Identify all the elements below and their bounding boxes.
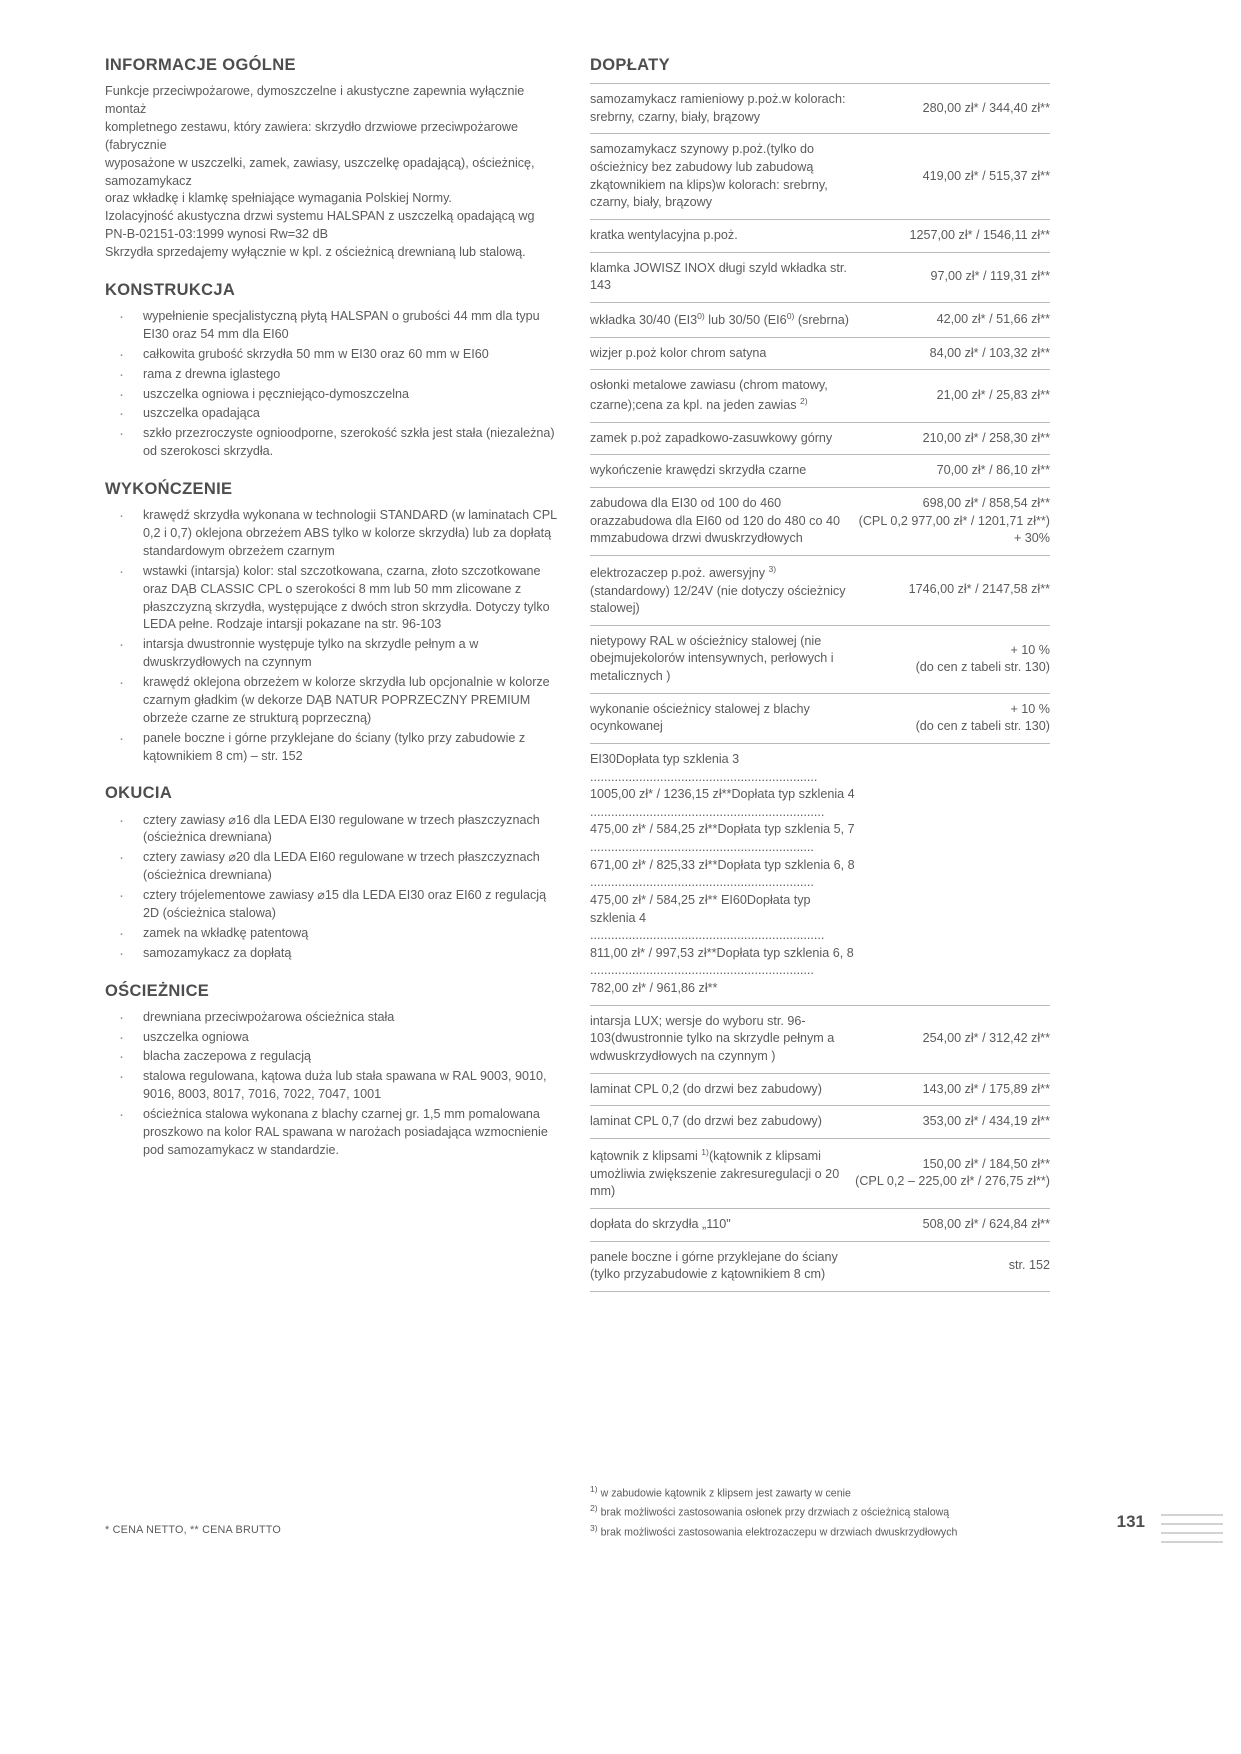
- description-line: klamka JOWISZ INOX długi szyld wkładka str. 143: [590, 260, 847, 293]
- table-row: [590, 487, 1050, 555]
- row-description: [590, 84, 855, 134]
- table-row: [590, 337, 1050, 370]
- description-line: regulacji o 20 mm): [590, 1166, 840, 1199]
- list-item: · panele boczne i górne przyklejane do ściany (tylko przy zabudowie z kątownikiem 8 cm) – str. 152: [105, 730, 560, 766]
- price-line: 1257,00 zł* / 1546,11 zł**: [909, 227, 1050, 242]
- description-line: Dopłata typ szklenia 4 ................................................................... 475,00 zł* / 584,25 zł**: [590, 787, 855, 837]
- description-line: (kątownik z klipsami umożliwia zwiększenie zakresu: [590, 1149, 821, 1181]
- price-line: + 10 %: [1010, 642, 1050, 657]
- row-price: [855, 252, 1050, 302]
- table-row: [590, 455, 1050, 488]
- intro-line: oraz wkładkę i klamkę spełniające wymagania Polskiej Normy.: [105, 191, 452, 206]
- description-line: dopłata do skrzydła „110": [590, 1216, 731, 1231]
- table-row: [590, 252, 1050, 302]
- row-description: [590, 1106, 855, 1139]
- price-line: 353,00 zł* / 434,19 zł**: [922, 1114, 1050, 1129]
- description-line: cena za kpl. na jeden zawias $^{2)}$: [635, 395, 808, 413]
- list-item: · uszczelka ogniowa i pęczniejąco-dymoszczelna: [105, 386, 560, 404]
- row-description: [590, 337, 855, 370]
- description-line: Dopłata typ szklenia 3 ................................................................. 1005,00 zł* / 1236,15 zł**: [590, 751, 818, 802]
- table-row: [590, 1138, 1050, 1208]
- intro-line: kompletnego zestawu, który zawiera: skrzydło drzwiowe przeciwpożarowe (fabrycznie: [105, 119, 518, 152]
- price-line: (CPL 0,2 977,00 zł* / 1201,71 zł**): [858, 513, 1050, 528]
- row-description: [590, 134, 855, 220]
- row-description: [590, 693, 855, 743]
- description-line: elektrozaczep p.poż. awersyjny $^{3)}$: [590, 563, 777, 580]
- list-item: · cztery zawiasy ⌀20 dla LEDA EI60 regulowane w trzech płaszczyznach (ościeżnica drewniana): [105, 849, 560, 885]
- list-item: · ościeżnica stalowa wykonana z blachy czarnej gr. 1,5 mm pomalowana proszkowo na kolor RAL spawana w narożach posiadająca wzmocnienie pod samozamykacz w standardzie.: [105, 1106, 560, 1160]
- price-line: (CPL 0,2 – 225,00 zł* / 276,75 zł**): [855, 1174, 1050, 1189]
- row-price: [855, 693, 1050, 743]
- intro-line: Izolacyjność akustyczna drzwi systemu HALSPAN z uszczelką opadającą wg: [105, 209, 535, 224]
- intro-paragraph: [105, 83, 560, 262]
- description-line: Dopłata typ szklenia 4 ................................................................... 811,00 zł* / 997,53 zł**: [590, 892, 825, 960]
- price-line: 70,00 zł* / 86,10 zł**: [936, 463, 1050, 478]
- price-line: 508,00 zł* / 624,84 zł**: [922, 1216, 1050, 1231]
- hardware-list: [105, 812, 560, 963]
- row-price: [855, 1005, 1050, 1073]
- table-row: [590, 422, 1050, 455]
- description-line: osłonki metalowe zawiasu (chrom matowy, czarne);: [590, 378, 828, 413]
- description-line: zabudowa dla EI60 od 120 do 480 co 40 mm: [590, 513, 840, 546]
- row-description: [590, 302, 855, 337]
- description-line: EI30: [590, 751, 616, 766]
- list-item: · uszczelka opadająca: [105, 405, 560, 423]
- price-line: 419,00 zł* / 515,37 zł**: [922, 168, 1050, 183]
- list-item: · samozamykacz za dopłatą: [105, 945, 560, 963]
- table-row: [590, 555, 1050, 625]
- description-line: EI60: [720, 892, 747, 907]
- table-row: [590, 743, 1050, 1005]
- list-item: · całkowita grubość skrzydła 50 mm w EI30 oraz 60 mm w EI60: [105, 346, 560, 364]
- footnote: $^{3)}$ brak możliwości zastosowania elektrozaczepu w drzwiach dwuskrzydłowych: [590, 1522, 958, 1539]
- price-line: (do cen z tabeli str. 130): [915, 719, 1050, 734]
- description-line: laminat CPL 0,7 (do drzwi bez zabudowy): [590, 1114, 822, 1129]
- price-line: 698,00 zł* / 858,54 zł**: [922, 495, 1050, 510]
- price-line: + 10 %: [1010, 701, 1050, 716]
- table-row: [590, 134, 1050, 220]
- list-item: · stalowa regulowana, kątowa duża lub stała spawana w RAL 9003, 9010, 9016, 8003, 8017, 7016, 7022, 7047, 1001: [105, 1068, 560, 1104]
- table-row: [590, 693, 1050, 743]
- description-line: wykonanie ościeżnicy stalowej z blachy ocynkowanej: [590, 701, 810, 734]
- list-item: · intarsja dwustronnie występuje tylko na skrzydle pełnym a w dwuskrzydłowych na czynnym: [105, 636, 560, 672]
- price-line: + 30%: [1013, 531, 1050, 546]
- description-line: zabudowie z kątownikiem 8 cm): [647, 1267, 826, 1282]
- row-price: [855, 487, 1050, 555]
- list-item: · drewniana przeciwpożarowa ościeżnica stała: [105, 1009, 560, 1027]
- row-description: [590, 743, 855, 1005]
- description-line: nietypowy RAL w ościeżnicy stalowej (nie obejmuje: [590, 633, 822, 666]
- list-item: · zamek na wkładkę patentową: [105, 925, 560, 943]
- price-line: 150,00 zł* / 184,50 zł**: [922, 1156, 1050, 1171]
- list-item: · wypełnienie specjalistyczną płytą HALSPAN o grubości 44 mm dla typu EI30 oraz 54 mm dla EI60: [105, 308, 560, 344]
- row-price: [855, 555, 1050, 625]
- section-title-hardware: OKUCIA: [105, 784, 173, 803]
- row-price: [855, 1208, 1050, 1241]
- footnote: $^{1)}$ w zabudowie kątownik z klipsem jest zawarty w cenie: [590, 1484, 851, 1500]
- row-price: [855, 1106, 1050, 1139]
- table-row: [590, 84, 1050, 134]
- row-description: [590, 625, 855, 693]
- description-line: intarsja LUX; wersje do wyboru str. 96-103: [590, 1013, 806, 1046]
- price-line: 143,00 zł* / 175,89 zł**: [922, 1081, 1050, 1096]
- description-line: samozamykacz ramieniowy p.poż.: [590, 92, 782, 107]
- list-item: · rama z drewna iglastego: [105, 366, 560, 384]
- row-price: [855, 370, 1050, 422]
- price-line: 280,00 zł* / 344,40 zł**: [922, 100, 1050, 115]
- row-price: [855, 302, 1050, 337]
- section-title-surcharges: DOPŁATY: [590, 56, 670, 74]
- price-line: 254,00 zł* / 312,42 zł**: [922, 1031, 1050, 1046]
- table-row: [590, 370, 1050, 422]
- list-item: · szkło przezroczyste ognioodporne, szerokość szkła jest stała (niezależna) od szerokosci skrzydła.: [105, 425, 560, 461]
- price-note: * CENA NETTO, ** CENA BRUTTO: [105, 1524, 282, 1536]
- row-description: [590, 252, 855, 302]
- section-title-finish: WYKOŃCZENIE: [105, 480, 233, 499]
- table-row: [590, 302, 1050, 337]
- table-row: [590, 1073, 1050, 1106]
- row-price: [855, 1241, 1050, 1291]
- row-price: [855, 219, 1050, 252]
- description-line: w kolorach: srebrny, czarny, biały, brązowy: [590, 92, 846, 124]
- row-description: [590, 487, 855, 555]
- description-line: zabudowa drzwi dwuskrzydłowych: [610, 531, 803, 546]
- description-line: dwuskrzydłowych na czynnym ): [599, 1048, 776, 1063]
- section-title-general: INFORMACJE OGÓLNE: [105, 56, 296, 74]
- table-row: [590, 625, 1050, 693]
- row-description: [590, 370, 855, 422]
- row-description: [590, 1005, 855, 1073]
- price-line: 1746,00 zł* / 2147,58 zł**: [908, 582, 1050, 597]
- list-item: · krawędź skrzydła wykonana w technologii STANDARD (w laminatach CPL 0,2 i 0,7) oklejona obrzeżem ABS tylko w kolorze skrzydła) lub za dopłatą standardowym obrzeżem czarnym: [105, 507, 560, 561]
- row-price: [855, 743, 1050, 1005]
- description-line: Dopłata typ szklenia 5, 7 ................................................................ 671,00 zł* / 825,33 zł**: [590, 822, 855, 872]
- description-line: (dwustronnie tylko na skrzydle pełnym a w: [590, 1031, 835, 1063]
- table-row: [590, 1241, 1050, 1291]
- price-line: 84,00 zł* / 103,32 zł**: [929, 345, 1050, 360]
- table-row: [590, 1208, 1050, 1241]
- description-line: kątownikiem na klips): [596, 177, 716, 192]
- description-line: Dopłata typ szklenia 6, 8 ................................................................ 475,00 zł* / 584,25 zł**: [590, 857, 855, 907]
- left-column: [105, 56, 560, 1162]
- description-line: (tylko do ościeżnicy bez zabudowy lub zabudową z: [590, 142, 814, 192]
- description-line: zabudowa dla EI30 od 100 do 460 oraz: [590, 495, 782, 528]
- description-line: panele boczne i górne przyklejane do ściany (tylko przy: [590, 1249, 838, 1282]
- row-description: [590, 1208, 855, 1241]
- row-price: [855, 134, 1050, 220]
- row-description: [590, 455, 855, 488]
- right-column: [590, 56, 1050, 1292]
- list-item: · krawędź oklejona obrzeżem w kolorze skrzydła lub opcjonalnie w kolorze czarnym gładkim (w dekorze DĄB NATUR POPRZECZNY PREMIUM obrzeże czarne ze strukturą poprzeczną): [105, 674, 560, 728]
- description-line: (standardowy) 12/24V (nie dotyczy ościeżnicy stalowej): [590, 583, 846, 616]
- corner-decoration: [1161, 1514, 1223, 1550]
- price-line: str. 152: [1008, 1258, 1050, 1273]
- row-description: [590, 219, 855, 252]
- description-line: wizjer p.poż kolor chrom satyna: [590, 345, 767, 360]
- row-price: [855, 337, 1050, 370]
- list-item: · uszczelka ogniowa: [105, 1029, 560, 1047]
- description-line: Dopłata typ szklenia 6, 8 ................................................................ 782,00 zł* / 961,86 zł**: [590, 945, 854, 996]
- construction-list: [105, 308, 560, 461]
- description-line: wkładka 30/40 (EI3$^{0)}$ lub 30/50 (EI6$^{0)}$ (srebrna): [590, 310, 849, 327]
- list-item: · blacha zaczepowa z regulacją: [105, 1048, 560, 1066]
- table-row: [590, 1005, 1050, 1073]
- row-price: [855, 1073, 1050, 1106]
- section-title-frames: OŚCIEŻNICE: [105, 981, 210, 1000]
- surcharges-table: [590, 83, 1050, 1292]
- price-line: (do cen z tabeli str. 130): [915, 660, 1050, 675]
- footnotes: [590, 1483, 1060, 1541]
- intro-line: PN-B-02151-03:1999 wynosi Rw=32 dB: [105, 227, 328, 242]
- list-item: · wstawki (intarsja) kolor: stal szczotkowana, czarna, złoto szczotkowane oraz DĄB CLASSIC CPL o szerokości 8 mm lub 50 mm zlicowane z płaszczyzną skrzydła, występujące z dwóch stron skrzydła. Dotyczy tylko LEDA pełne. Rodzaje intarsji pokazane na str. 96-103: [105, 563, 560, 635]
- table-row: [590, 1106, 1050, 1139]
- row-price: [855, 422, 1050, 455]
- row-description: [590, 1073, 855, 1106]
- description-line: kratka wentylacyjna p.poż.: [590, 227, 738, 242]
- row-price: [855, 1138, 1050, 1208]
- intro-line: Skrzydła sprzedajemy wyłącznie w kpl. z ościeżnicą drewnianą lub stalową.: [105, 245, 526, 260]
- row-price: [855, 455, 1050, 488]
- row-description: [590, 555, 855, 625]
- price-line: 210,00 zł* / 258,30 zł**: [922, 430, 1050, 445]
- price-line: 21,00 zł* / 25,83 zł**: [936, 388, 1050, 403]
- description-line: samozamykacz szynowy p.poż.: [590, 142, 767, 157]
- table-row: [590, 219, 1050, 252]
- description-line: wykończenie krawędzi skrzydła czarne: [590, 463, 807, 478]
- description-line: w kolorach: srebrny, czarny, biały, brązowy: [590, 177, 828, 210]
- description-line: kolorów intensywnych, perłowych i metalicznych ): [590, 651, 834, 684]
- frames-list: [105, 1009, 560, 1160]
- footnote: $^{2)}$ brak możliwości zastosowania osłonek przy drzwiach z ościeżnicą stalową: [590, 1503, 950, 1519]
- description-line: kątownik z klipsami $^{1)}$: [590, 1146, 709, 1164]
- row-price: [855, 625, 1050, 693]
- section-title-construction: KONSTRUKCJA: [105, 280, 236, 299]
- row-price: [855, 84, 1050, 134]
- row-description: [590, 422, 855, 455]
- row-description: [590, 1138, 855, 1208]
- description-line: zamek p.poż zapadkowo-zasuwkowy górny: [590, 430, 833, 445]
- list-item: · cztery trójelementowe zawiasy ⌀15 dla LEDA EI30 oraz EI60 z regulacją 2D (ościeżnica stalowa): [105, 887, 560, 923]
- finish-list: [105, 507, 560, 765]
- description-line: laminat CPL 0,2 (do drzwi bez zabudowy): [590, 1081, 822, 1096]
- price-line: 42,00 zł* / 51,66 zł**: [936, 311, 1050, 326]
- intro-line: wyposażone w uszczelki, zamek, zawiasy, uszczelkę opadającą), ościeżnicę, samozamykacz: [105, 155, 535, 188]
- page-number: 131: [1116, 1512, 1145, 1531]
- row-description: [590, 1241, 855, 1291]
- list-item: · cztery zawiasy ⌀16 dla LEDA EI30 regulowane w trzech płaszczyznach (ościeżnica drewniana): [105, 812, 560, 848]
- price-line: 97,00 zł* / 119,31 zł**: [930, 269, 1050, 284]
- intro-line: Funkcje przeciwpożarowe, dymoszczelne i akustyczne zapewnia wyłącznie montaż: [105, 84, 525, 117]
